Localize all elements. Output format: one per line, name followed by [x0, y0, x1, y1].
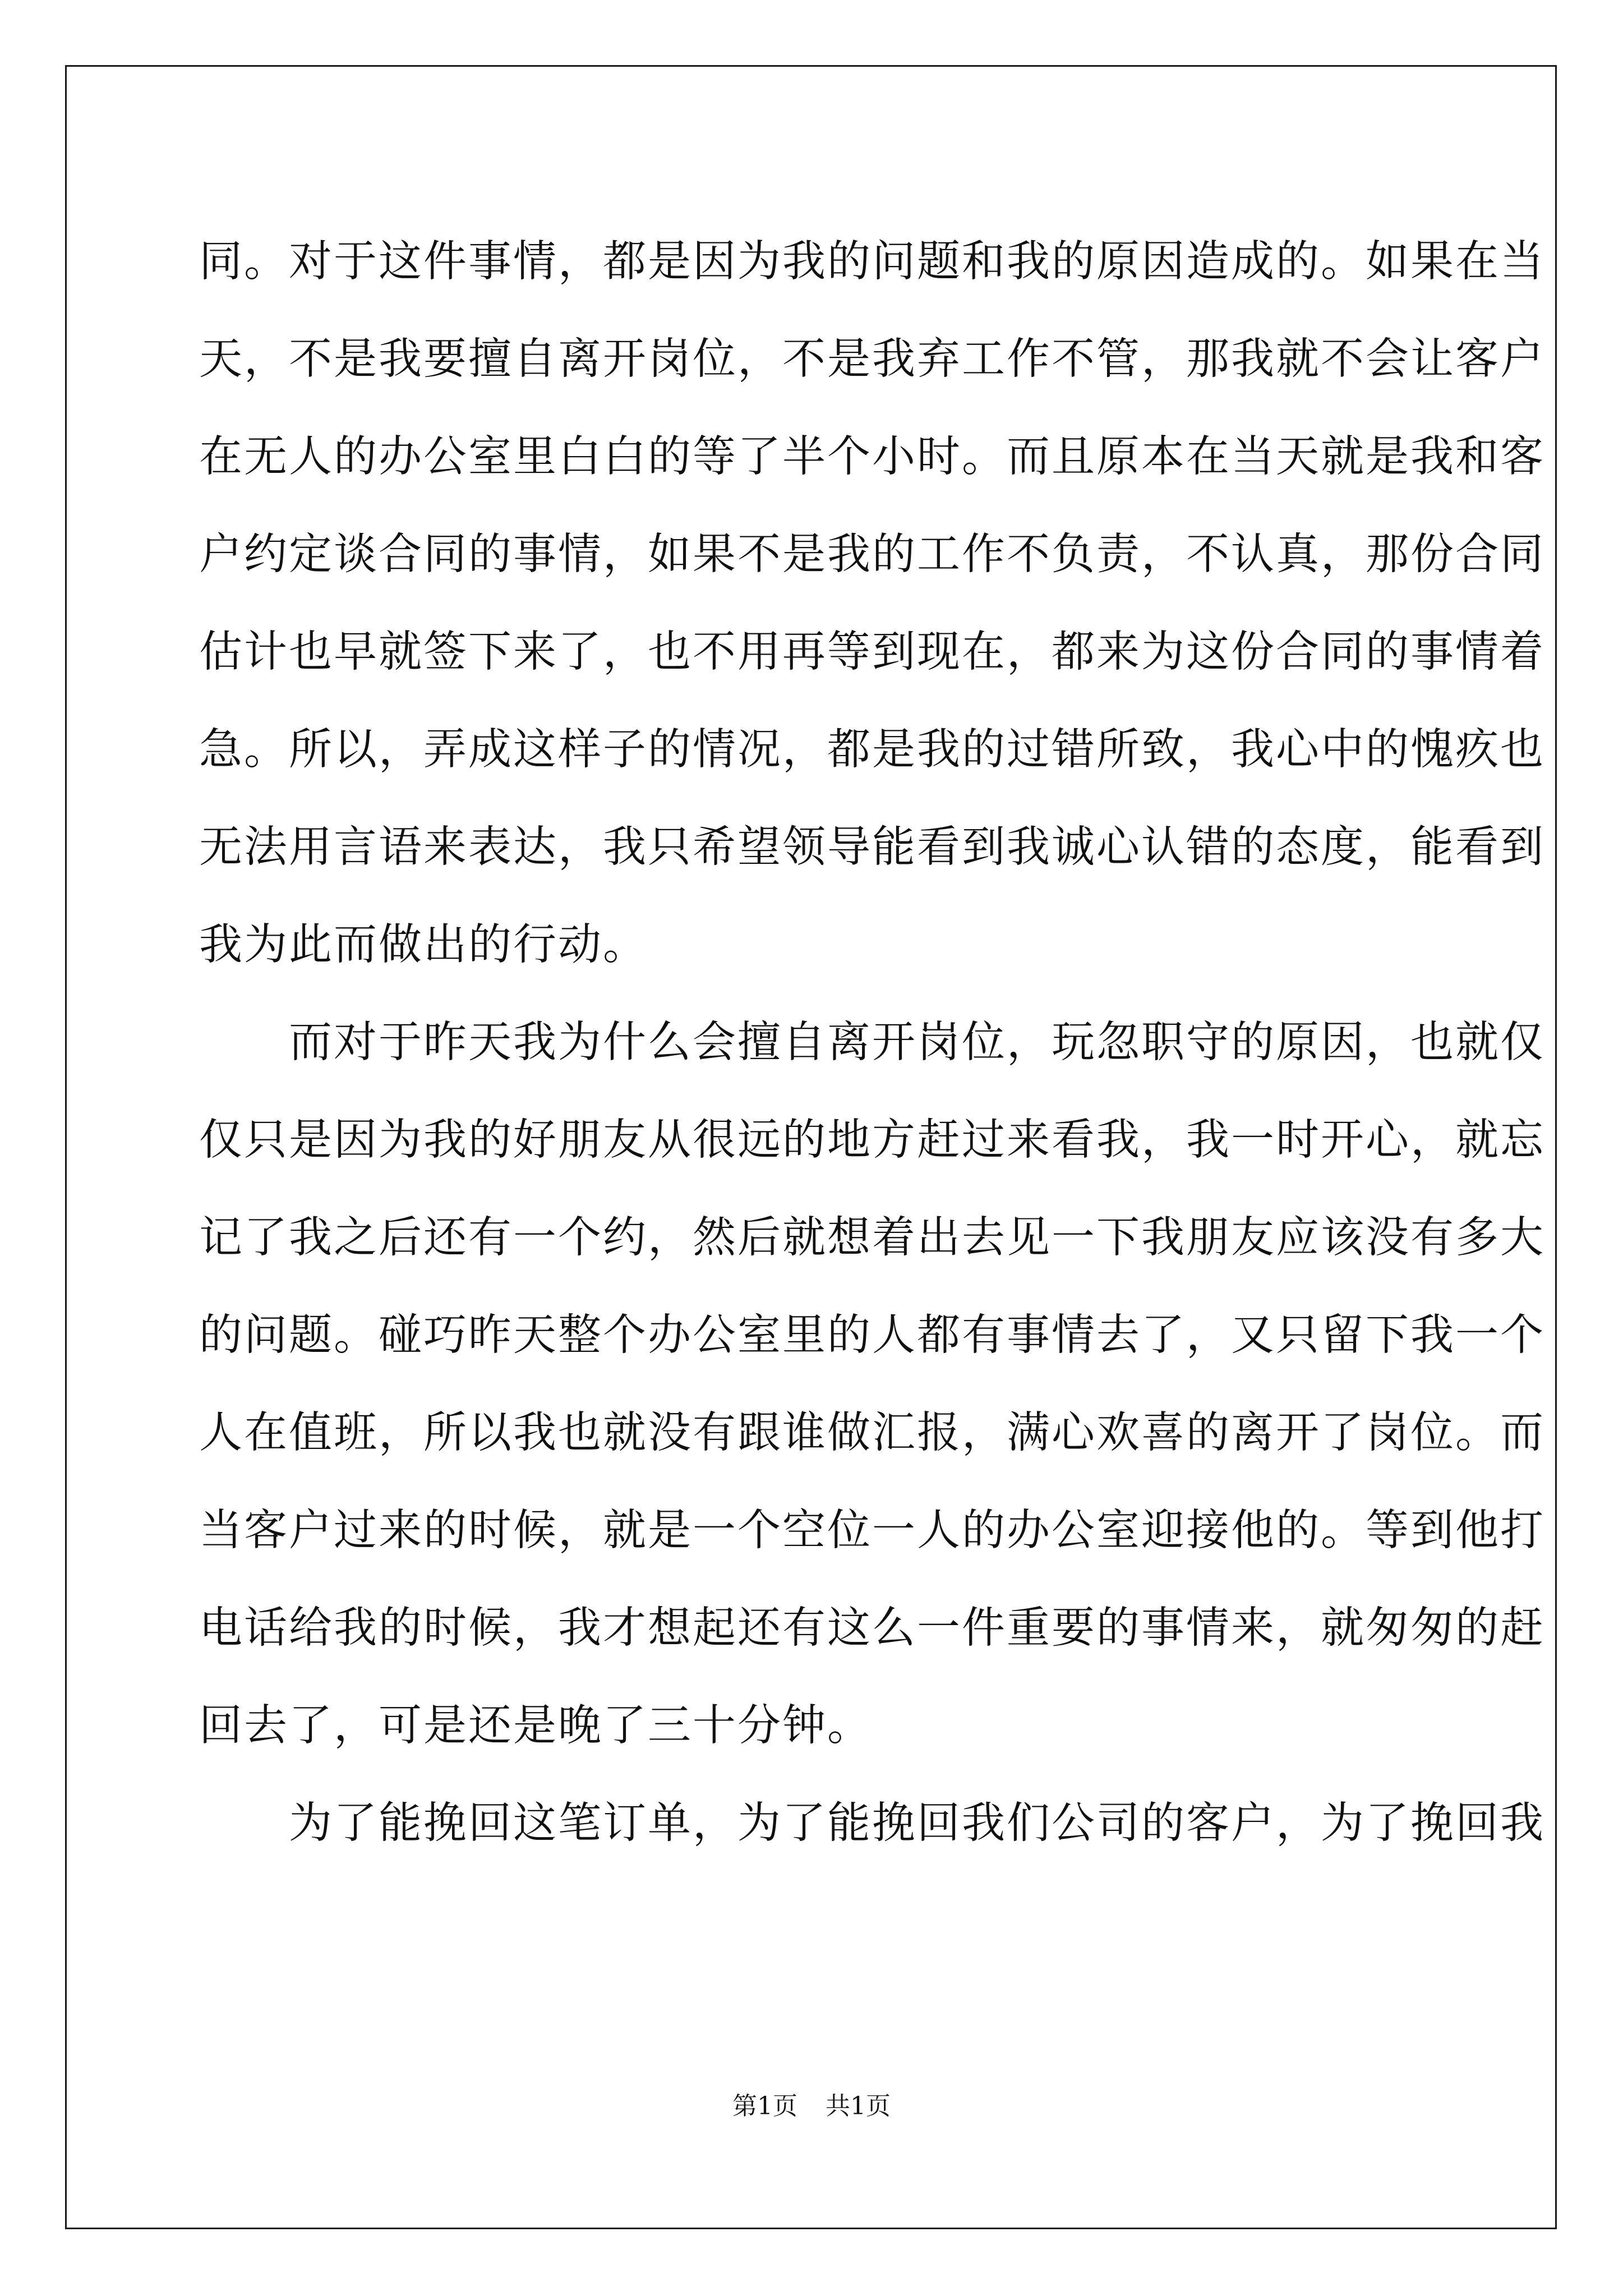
text-line: 同。对于这件事情，都是因为我的问题和我的原因造成的。如果在当 — [199, 237, 1545, 287]
text-line: 记了我之后还有一个约，然后就想着出去见一下我朋友应该没有多大 — [199, 1213, 1545, 1263]
text-line: 而对于昨天我为什么会擅自离开岗位，玩忽职守的原因，也就仅 — [199, 1018, 1545, 1068]
text-line: 在无人的办公室里白白的等了半个小时。而且原本在当天就是我和客 — [199, 432, 1545, 482]
page-total: 共1页 — [826, 2092, 891, 2120]
text-line: 当客户过来的时候，就是一个空位一人的办公室迎接他的。等到他打 — [199, 1506, 1545, 1556]
text-line: 急。所以，弄成这样子的情况，都是我的过错所致，我心中的愧疚也 — [199, 725, 1545, 775]
text-line: 回去了，可是还是晚了三十分钟。 — [199, 1701, 872, 1751]
text-line: 估计也早就签下来了，也不用再等到现在，都来为这份合同的事情着 — [199, 627, 1545, 677]
text-line: 无法用言语来表达，我只希望领导能看到我诚心认错的态度，能看到 — [199, 822, 1545, 872]
text-line: 为了能挽回这笔订单，为了能挽回我们公司的客户，为了挽回我 — [199, 1798, 1545, 1848]
text-line: 天，不是我要擅自离开岗位，不是我弃工作不管，那我就不会让客户 — [199, 334, 1545, 384]
text-line: 户约定谈合同的事情，如果不是我的工作不负责，不认真，那份合同 — [199, 530, 1545, 579]
page-footer — [0, 2090, 1623, 2123]
page-number: 第1页 — [732, 2092, 797, 2120]
text-line: 的问题。碰巧昨天整个办公室里的人都有事情去了，又只留下我一个 — [199, 1310, 1545, 1360]
document-body — [199, 213, 1545, 1872]
text-line: 人在值班，所以我也就没有跟谁做汇报，满心欢喜的离开了岗位。而 — [199, 1408, 1545, 1458]
text-line: 我为此而做出的行动。 — [199, 920, 648, 970]
text-line: 仅只是因为我的好朋友从很远的地方赶过来看我，我一时开心，就忘 — [199, 1115, 1545, 1165]
text-line: 电话给我的时候，我才想起还有这么一件重要的事情来，就匆匆的赶 — [199, 1603, 1545, 1653]
